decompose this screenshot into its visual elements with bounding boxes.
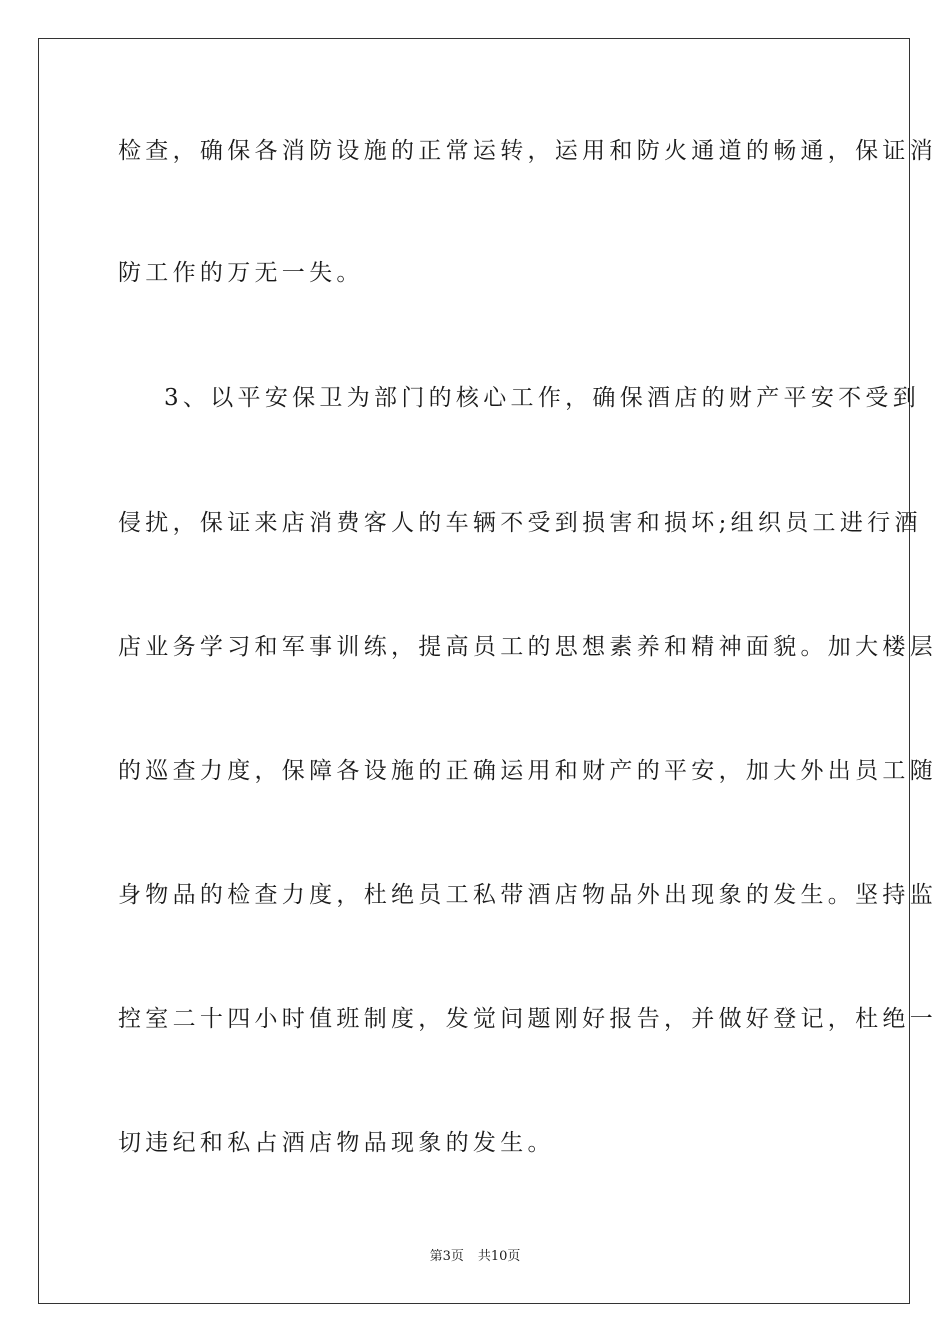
page-border — [38, 38, 937, 1304]
page-number: 第3页 — [429, 1249, 464, 1264]
body-text-line-1: 检查，确保各消防设施的正常运转，运用和防火通道的畅通，保证消 — [118, 138, 937, 164]
body-text-line-2: 防工作的万无一失。 — [118, 260, 364, 286]
body-text-line-4: 侵扰，保证来店消费客人的车辆不受到损害和损坏;组织员工进行酒 — [118, 510, 922, 536]
page-total: 共10页 — [477, 1249, 521, 1264]
body-text-line-3: 3、以平安保卫为部门的核心工作，确保酒店的财产平安不受到 — [164, 385, 921, 411]
body-text-line-6: 的巡查力度，保障各设施的正确运用和财产的平安，加大外出员工随 — [118, 758, 937, 784]
page-footer — [0, 1245, 950, 1264]
body-text-line-7: 身物品的检查力度，杜绝员工私带酒店物品外出现象的发生。坚持监 — [118, 882, 937, 908]
body-text-line-8: 控室二十四小时值班制度，发觉问题刚好报告，并做好登记，杜绝一 — [118, 1006, 937, 1032]
body-text-line-5: 店业务学习和军事训练，提高员工的思想素养和精神面貌。加大楼层 — [118, 634, 937, 660]
body-text-line-9: 切违纪和私占酒店物品现象的发生。 — [118, 1130, 555, 1156]
